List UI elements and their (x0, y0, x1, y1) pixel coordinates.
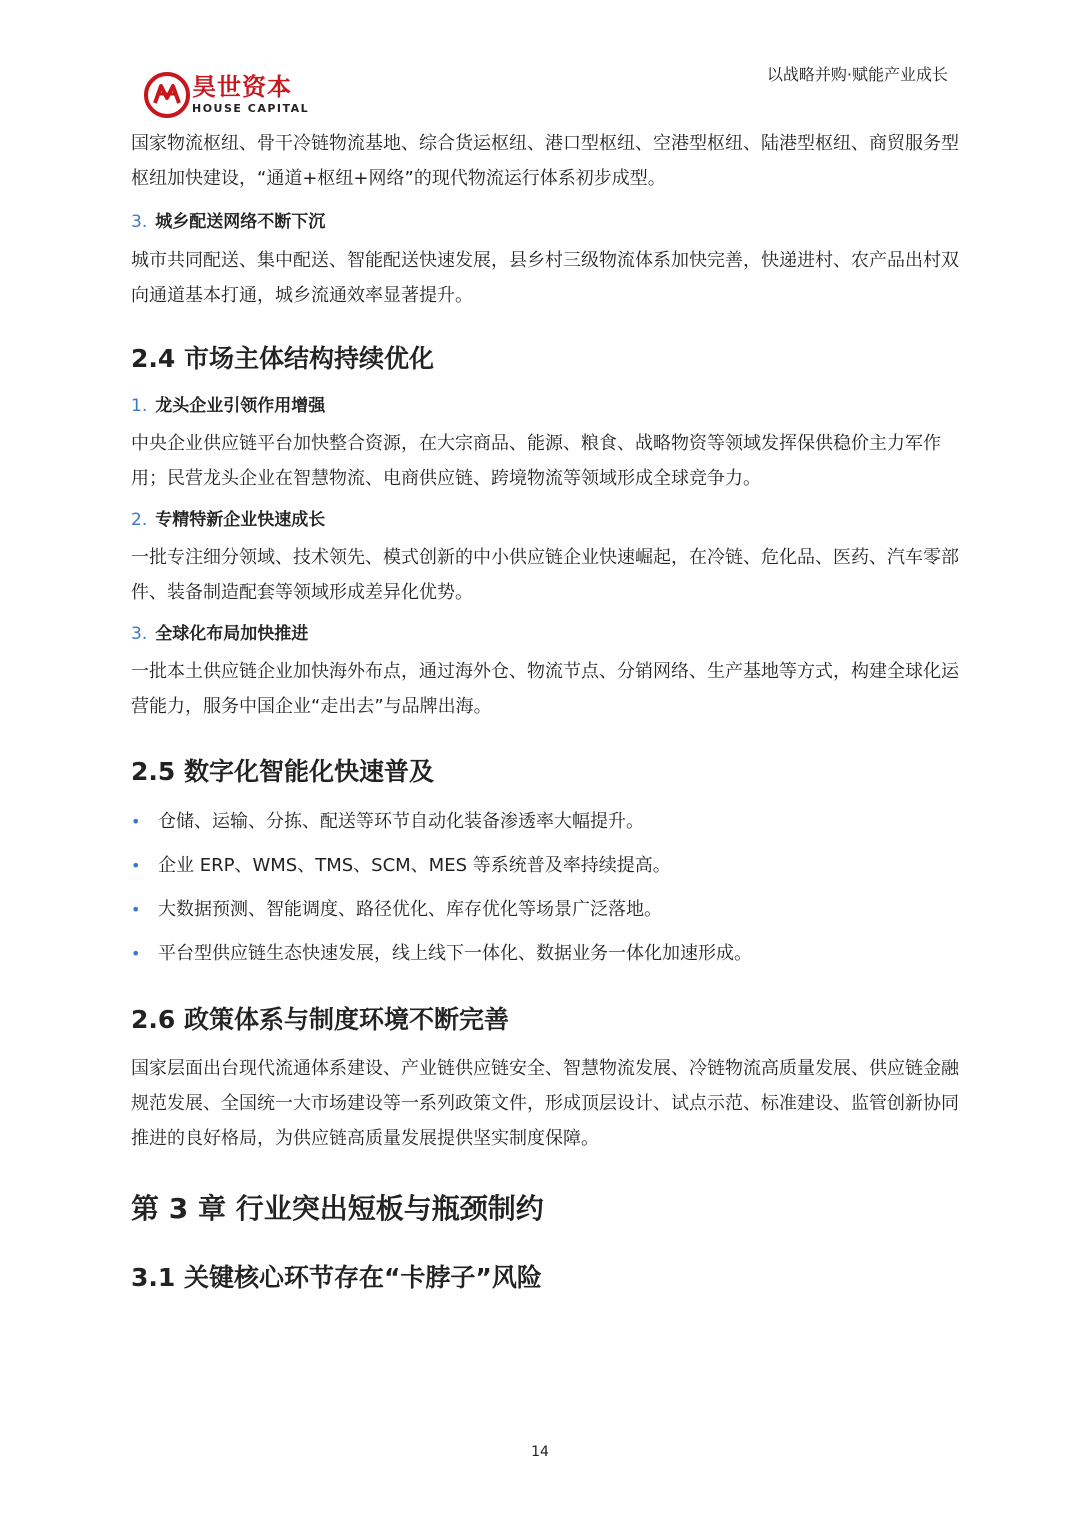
subheading-title: 专精特新企业快速成长 (155, 510, 326, 530)
intro-paragraph: 国家物流枢纽、骨干冷链物流基地、综合货运枢纽、港口型枢纽、空港型枢纽、陆港型枢纽、商贸服务型枢纽加快建设，“通道+枢纽+网络”的现代物流运行体系初步成型。 (131, 133, 959, 189)
subheading-title: 城乡配送网络不断下沉 (155, 212, 326, 232)
section-heading-2-4: 2.4 市场主体结构持续优化 (131, 344, 434, 373)
section-heading-2-6: 2.6 政策体系与制度环境不断完善 (131, 1005, 509, 1034)
bullet-item: • 平台型供应链生态快速发展，线上线下一体化、数据业务一体化加速形成。 (131, 941, 961, 967)
bullet-item: • 企业 ERP、WMS、TMS、SCM、MES 等系统普及率持续提高。 (131, 853, 961, 879)
subheading-number: 2. (131, 510, 148, 530)
paragraph-s24-2: 一批专注细分领域、技术领先、模式创新的中小供应链企业快速崛起，在冷链、危化品、医药、汽车零部件、装备制造配套等领域形成差异化优势。 (131, 547, 959, 603)
page-content (131, 126, 961, 1295)
subheading-s23-3 (131, 210, 961, 234)
logo-english-name: HOUSE CAPITAL (192, 102, 310, 115)
bullet-item: • 大数据预测、智能调度、路径优化、库存优化等场景广泛落地。 (131, 897, 961, 923)
subheading-title: 龙头企业引领作用增强 (155, 396, 326, 416)
subheading-title: 全球化布局加快推进 (155, 624, 309, 644)
header-tagline: 以战略并购·赋能产业成长 (766, 65, 948, 84)
bullet-icon: • (131, 900, 141, 919)
page-number: 14 (531, 1444, 549, 1460)
paragraph-s26: 国家层面出台现代流通体系建设、产业链供应链安全、智慧物流发展、冷链物流高质量发展、供应链金融规范发展、全国统一大市场建设等一系列政策文件，形成顶层设计、试点示范、标准建设、监管创新协同推进的良好格局，为供应链高质量发展提供坚实制度保障。 (131, 1058, 959, 1149)
section-heading-3-1: 3.1 关键核心环节存在“卡脖子”风险 (131, 1263, 542, 1292)
bullet-icon: • (131, 856, 141, 875)
subheading-s24-1 (131, 394, 961, 418)
bullet-icon: • (131, 812, 141, 831)
paragraph-s24-3: 一批本土供应链企业加快海外布点，通过海外仓、物流节点、分销网络、生产基地等方式，构建全球化运营能力，服务中国企业“走出去”与品牌出海。 (131, 661, 959, 717)
bullet-item: • 仓储、运输、分拣、配送等环节自动化装备渗透率大幅提升。 (131, 809, 961, 835)
paragraph-s24-1: 中央企业供应链平台加快整合资源，在大宗商品、能源、粮食、战略物资等领域发挥保供稳价主力军作用；民营龙头企业在智慧物流、电商供应链、跨境物流等领域形成全球竞争力。 (131, 433, 941, 489)
subheading-s24-2 (131, 508, 961, 532)
subheading-s24-3 (131, 622, 961, 646)
company-logo (144, 72, 314, 118)
section-heading-2-5: 2.5 数字化智能化快速普及 (131, 757, 434, 786)
subheading-number: 1. (131, 396, 148, 416)
house-capital-logo-icon (144, 72, 190, 118)
bullet-icon: • (131, 944, 141, 963)
logo-chinese-name: 昊世资本 (192, 73, 292, 101)
subheading-number: 3. (131, 624, 148, 644)
paragraph-s23-3: 城市共同配送、集中配送、智能配送快速发展，县乡村三级物流体系加快完善，快递进村、农产品出村双向通道基本打通，城乡流通效率显著提升。 (131, 250, 959, 306)
chapter-heading-3: 第 3 章 行业突出短板与瓶颈制约 (131, 1192, 544, 1225)
subheading-number: 3. (131, 212, 148, 232)
